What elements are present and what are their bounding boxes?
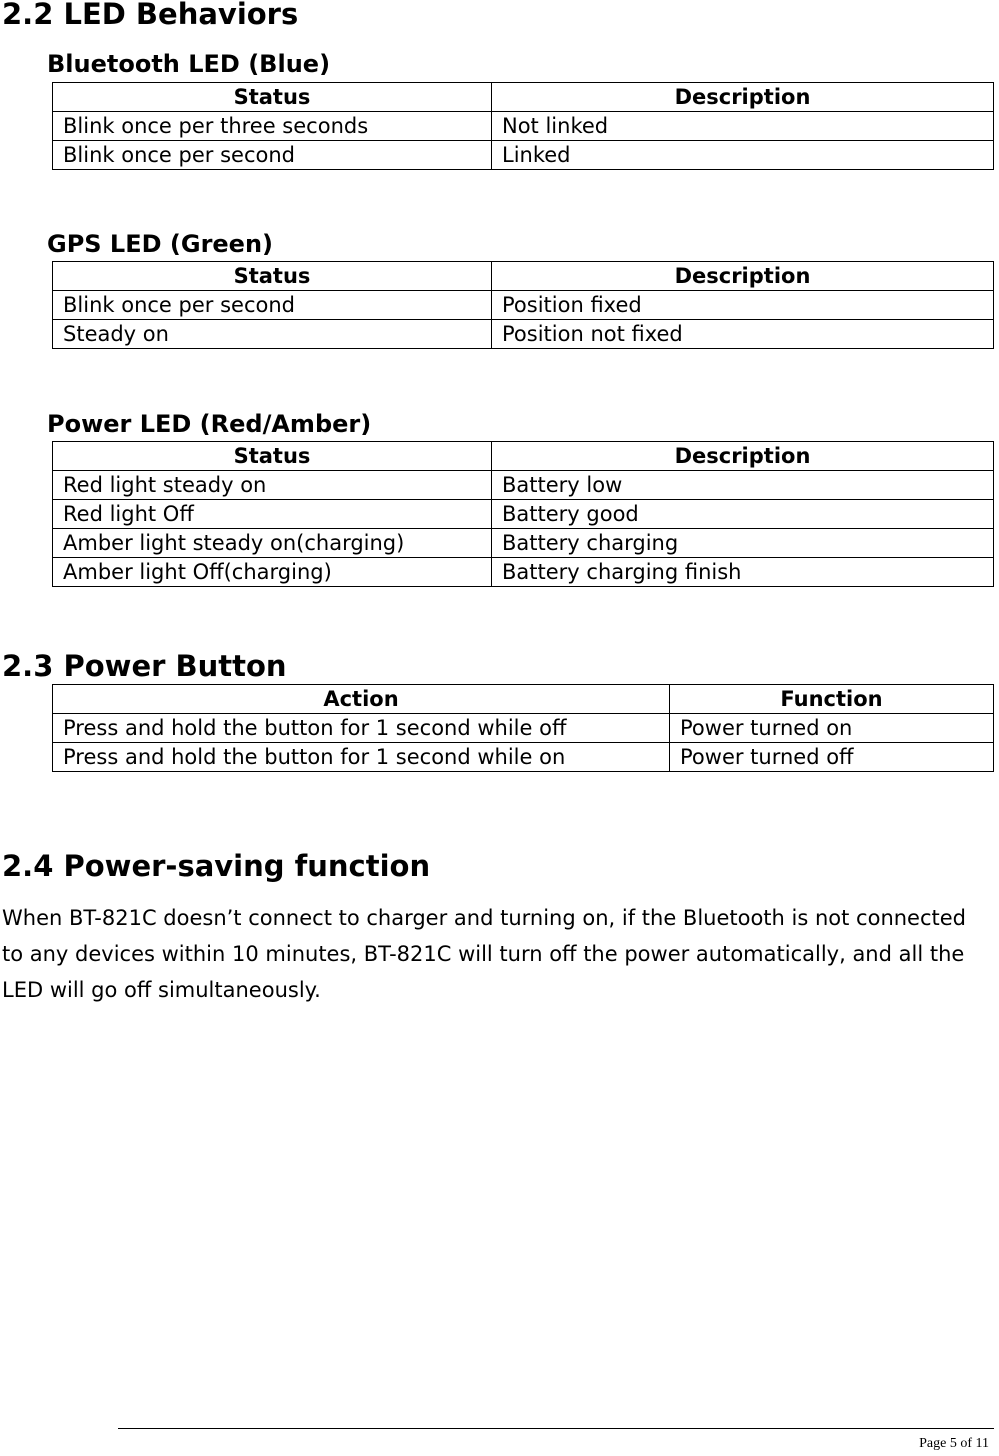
power-led-title: Power LED (Red/Amber) — [47, 410, 372, 438]
table-row — [53, 291, 994, 320]
column-header: Status — [53, 83, 492, 112]
table-cell: Red light Off — [53, 500, 492, 529]
table-cell: Power turned on — [670, 714, 994, 743]
table-cell: Battery good — [492, 500, 994, 529]
table-cell: Power turned off — [670, 743, 994, 772]
table-row — [53, 471, 994, 500]
table-row — [53, 714, 994, 743]
column-header: Description — [492, 83, 994, 112]
table-row — [53, 112, 994, 141]
table-header-row — [53, 83, 994, 112]
page-number: Page 5 of 11 — [919, 1436, 989, 1451]
column-header: Description — [492, 262, 994, 291]
column-header: Status — [53, 262, 492, 291]
table-header-row — [53, 442, 994, 471]
table-cell: Linked — [492, 141, 994, 170]
column-header: Action — [53, 685, 670, 714]
table-cell: Red light steady on — [53, 471, 492, 500]
table-cell: Steady on — [53, 320, 492, 349]
table-cell: Battery charging — [492, 529, 994, 558]
table-cell: Position fixed — [492, 291, 994, 320]
table-cell: Blink once per three seconds — [53, 112, 492, 141]
section-heading-power-saving: 2.4 Power-saving function — [2, 849, 431, 883]
table-cell: Amber light Off(charging) — [53, 558, 492, 587]
gps-led-table — [52, 261, 994, 349]
table-cell: Battery charging finish — [492, 558, 994, 587]
power-button-table — [52, 684, 994, 772]
table-header-row — [53, 262, 994, 291]
table-cell: Blink once per second — [53, 291, 492, 320]
power-saving-paragraph: When BT-821C doesn’t connect to charger and turning on, if the Bluetooth is not connected to any devices within 10 minutes, BT-821C will turn off the power automatically, and all the LED will go off simultaneously. — [2, 906, 967, 1002]
table-cell: Battery low — [492, 471, 994, 500]
table-cell: Blink once per second — [53, 141, 492, 170]
section-heading-led-behaviors: 2.2 LED Behaviors — [2, 0, 299, 31]
column-header: Description — [492, 442, 994, 471]
bluetooth-led-table — [52, 82, 994, 170]
table-row — [53, 743, 994, 772]
table-cell: Amber light steady on(charging) — [53, 529, 492, 558]
table-row — [53, 320, 994, 349]
table-cell: Position not fixed — [492, 320, 994, 349]
section-heading-power-button: 2.3 Power Button — [2, 649, 287, 683]
bluetooth-led-title: Bluetooth LED (Blue) — [47, 50, 331, 78]
table-header-row — [53, 685, 994, 714]
table-cell: Press and hold the button for 1 second while off — [53, 714, 670, 743]
table-row — [53, 529, 994, 558]
table-cell: Not linked — [492, 112, 994, 141]
column-header: Function — [670, 685, 994, 714]
gps-led-title: GPS LED (Green) — [47, 230, 274, 258]
table-row — [53, 141, 994, 170]
table-cell: Press and hold the button for 1 second while on — [53, 743, 670, 772]
table-row — [53, 500, 994, 529]
power-led-table — [52, 441, 994, 587]
column-header: Status — [53, 442, 492, 471]
footer-divider — [118, 1428, 994, 1429]
table-row — [53, 558, 994, 587]
